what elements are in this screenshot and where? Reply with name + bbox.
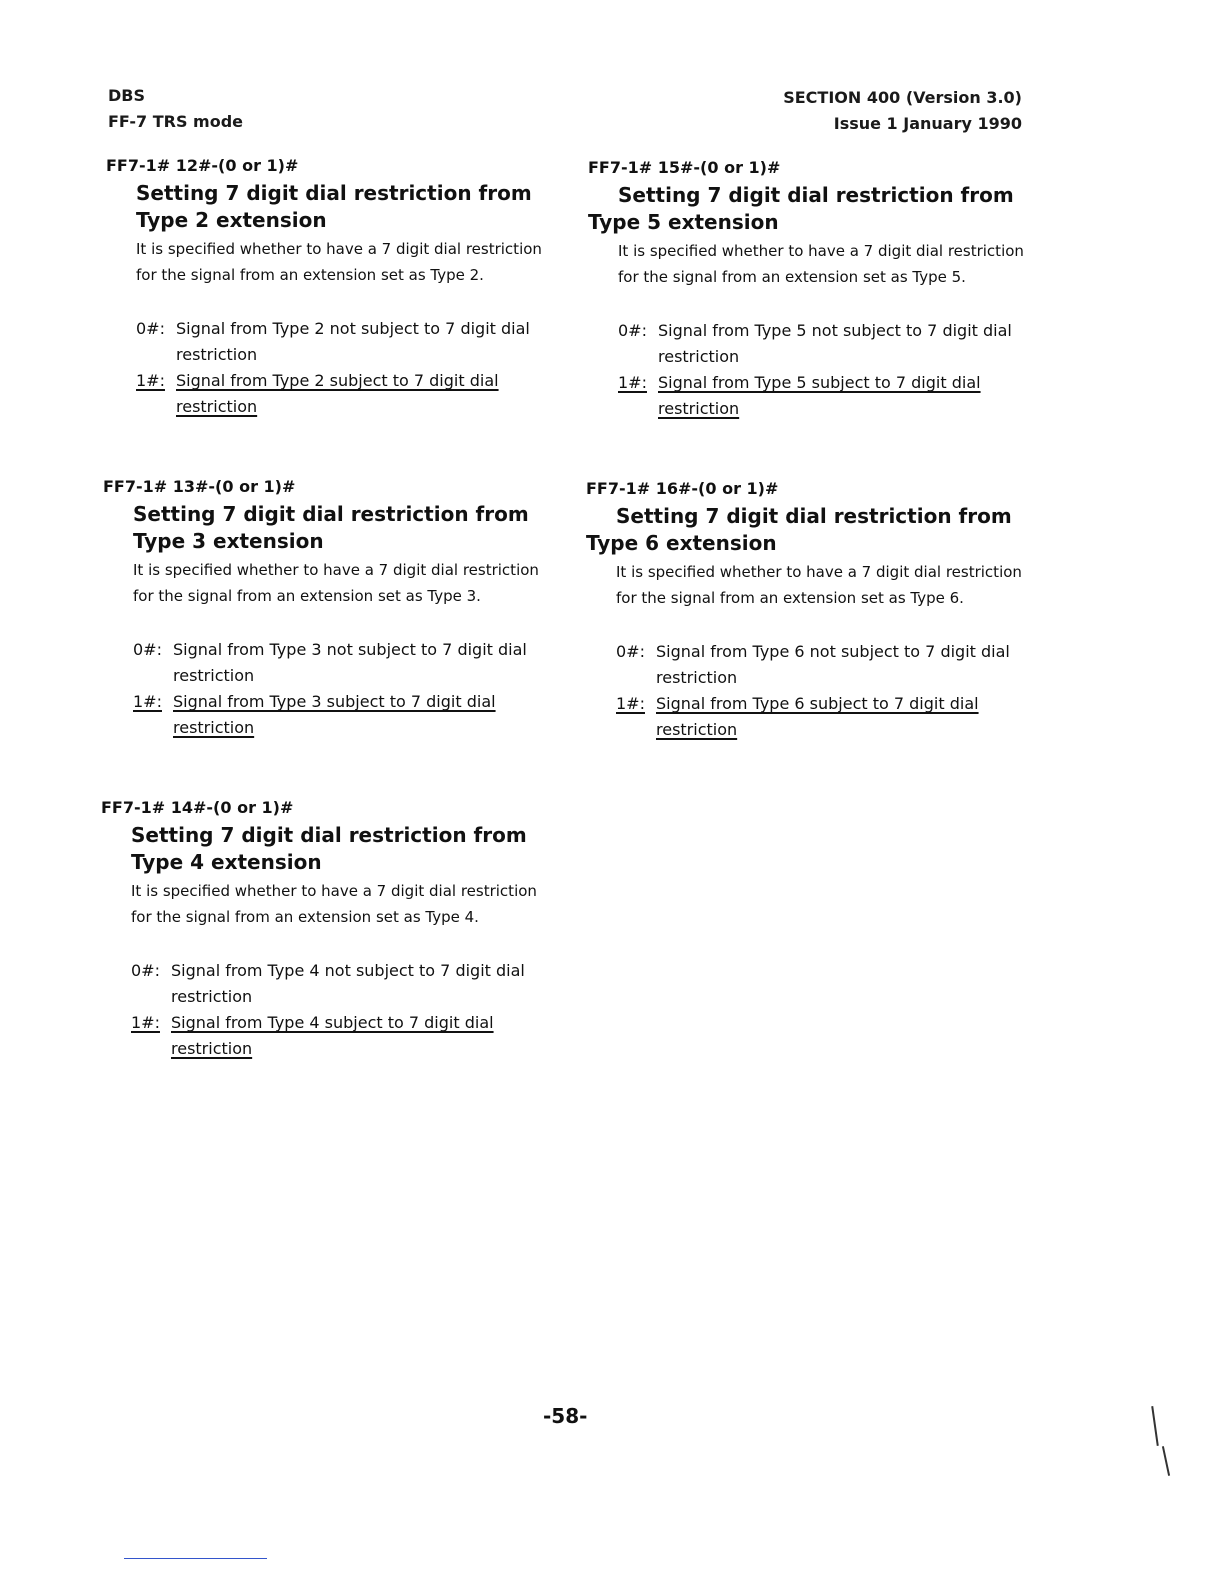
setting-section-type-4 <box>101 798 561 1062</box>
section-description: It is specified whether to have a 7 digit dial restriction for the signal from an extension set as Type 5. <box>618 242 1024 286</box>
section-title: Setting 7 digit dial restriction from Type 4 extension <box>131 823 527 874</box>
option-number: 0#: <box>133 640 162 659</box>
section-code: FF7-1# 13#-(0 or 1)# <box>103 477 296 496</box>
option-1-default <box>131 1010 551 1062</box>
section-description: It is specified whether to have a 7 digit dial restriction for the signal from an extension set as Type 4. <box>131 882 537 926</box>
section-code: FF7-1# 14#-(0 or 1)# <box>101 798 294 817</box>
option-1-default <box>618 370 1038 422</box>
setting-section-type-3 <box>103 477 563 741</box>
option-text: Signal from Type 3 subject to 7 digit dial restriction <box>173 692 496 737</box>
option-1-default <box>136 368 556 420</box>
option-text: Signal from Type 4 not subject to 7 digit dial restriction <box>171 961 525 1006</box>
section-code: FF7-1# 15#-(0 or 1)# <box>588 158 781 177</box>
option-text: Signal from Type 4 subject to 7 digit dial restriction <box>171 1013 494 1058</box>
option-text: Signal from Type 3 not subject to 7 digit dial restriction <box>173 640 527 685</box>
option-text: Signal from Type 6 not subject to 7 digit dial restriction <box>656 642 1010 687</box>
section-description: It is specified whether to have a 7 digit dial restriction for the signal from an extension set as Type 2. <box>136 240 542 284</box>
header-issue: Issue 1 January 1990 <box>833 114 1022 133</box>
option-text: Signal from Type 6 subject to 7 digit dial restriction <box>656 694 979 739</box>
option-number: 1#: <box>616 694 645 713</box>
option-number: 0#: <box>131 961 160 980</box>
section-description: It is specified whether to have a 7 digit dial restriction for the signal from an extension set as Type 6. <box>616 563 1022 607</box>
section-title: Setting 7 digit dial restriction from Type 3 extension <box>133 502 529 553</box>
option-list <box>136 316 556 420</box>
option-number: 0#: <box>618 321 647 340</box>
option-number: 1#: <box>136 371 165 390</box>
page-header-left <box>108 83 243 135</box>
option-number: 1#: <box>131 1013 160 1032</box>
option-number: 1#: <box>133 692 162 711</box>
option-number: 1#: <box>618 373 647 392</box>
option-list <box>133 637 553 741</box>
section-title: Setting 7 digit dial restriction from Type 5 extension <box>588 183 1014 234</box>
page-header-right <box>783 85 1022 137</box>
section-code: FF7-1# 12#-(0 or 1)# <box>106 156 299 175</box>
option-0 <box>618 318 1038 370</box>
option-text: Signal from Type 2 subject to 7 digit dial restriction <box>176 371 499 416</box>
header-mode: FF-7 TRS mode <box>108 112 244 131</box>
setting-section-type-6 <box>586 479 1046 743</box>
section-description: It is specified whether to have a 7 digit dial restriction for the signal from an extension set as Type 3. <box>133 561 539 605</box>
option-text: Signal from Type 5 subject to 7 digit dial restriction <box>658 373 981 418</box>
setting-section-type-2 <box>106 156 566 420</box>
option-number: 0#: <box>136 319 165 338</box>
option-list <box>616 639 1036 743</box>
scan-mark <box>1162 1446 1170 1476</box>
option-list <box>618 318 1038 422</box>
option-0 <box>131 958 551 1010</box>
setting-section-type-5 <box>588 158 1048 422</box>
option-text: Signal from Type 5 not subject to 7 digit dial restriction <box>658 321 1012 366</box>
section-code: FF7-1# 16#-(0 or 1)# <box>586 479 779 498</box>
header-section: SECTION 400 (Version 3.0) <box>783 88 1022 107</box>
option-1-default <box>616 691 1036 743</box>
section-title: Setting 7 digit dial restriction from Type 6 extension <box>586 504 1012 555</box>
header-product: DBS <box>108 86 145 105</box>
page-number: -58- <box>543 1404 588 1428</box>
option-list <box>131 958 551 1062</box>
bottom-rule <box>124 1558 267 1559</box>
option-number: 0#: <box>616 642 645 661</box>
option-0 <box>616 639 1036 691</box>
scan-mark <box>1151 1406 1159 1446</box>
option-0 <box>136 316 556 368</box>
option-text: Signal from Type 2 not subject to 7 digit dial restriction <box>176 319 530 364</box>
section-title: Setting 7 digit dial restriction from Type 2 extension <box>136 181 532 232</box>
option-0 <box>133 637 553 689</box>
option-1-default <box>133 689 553 741</box>
